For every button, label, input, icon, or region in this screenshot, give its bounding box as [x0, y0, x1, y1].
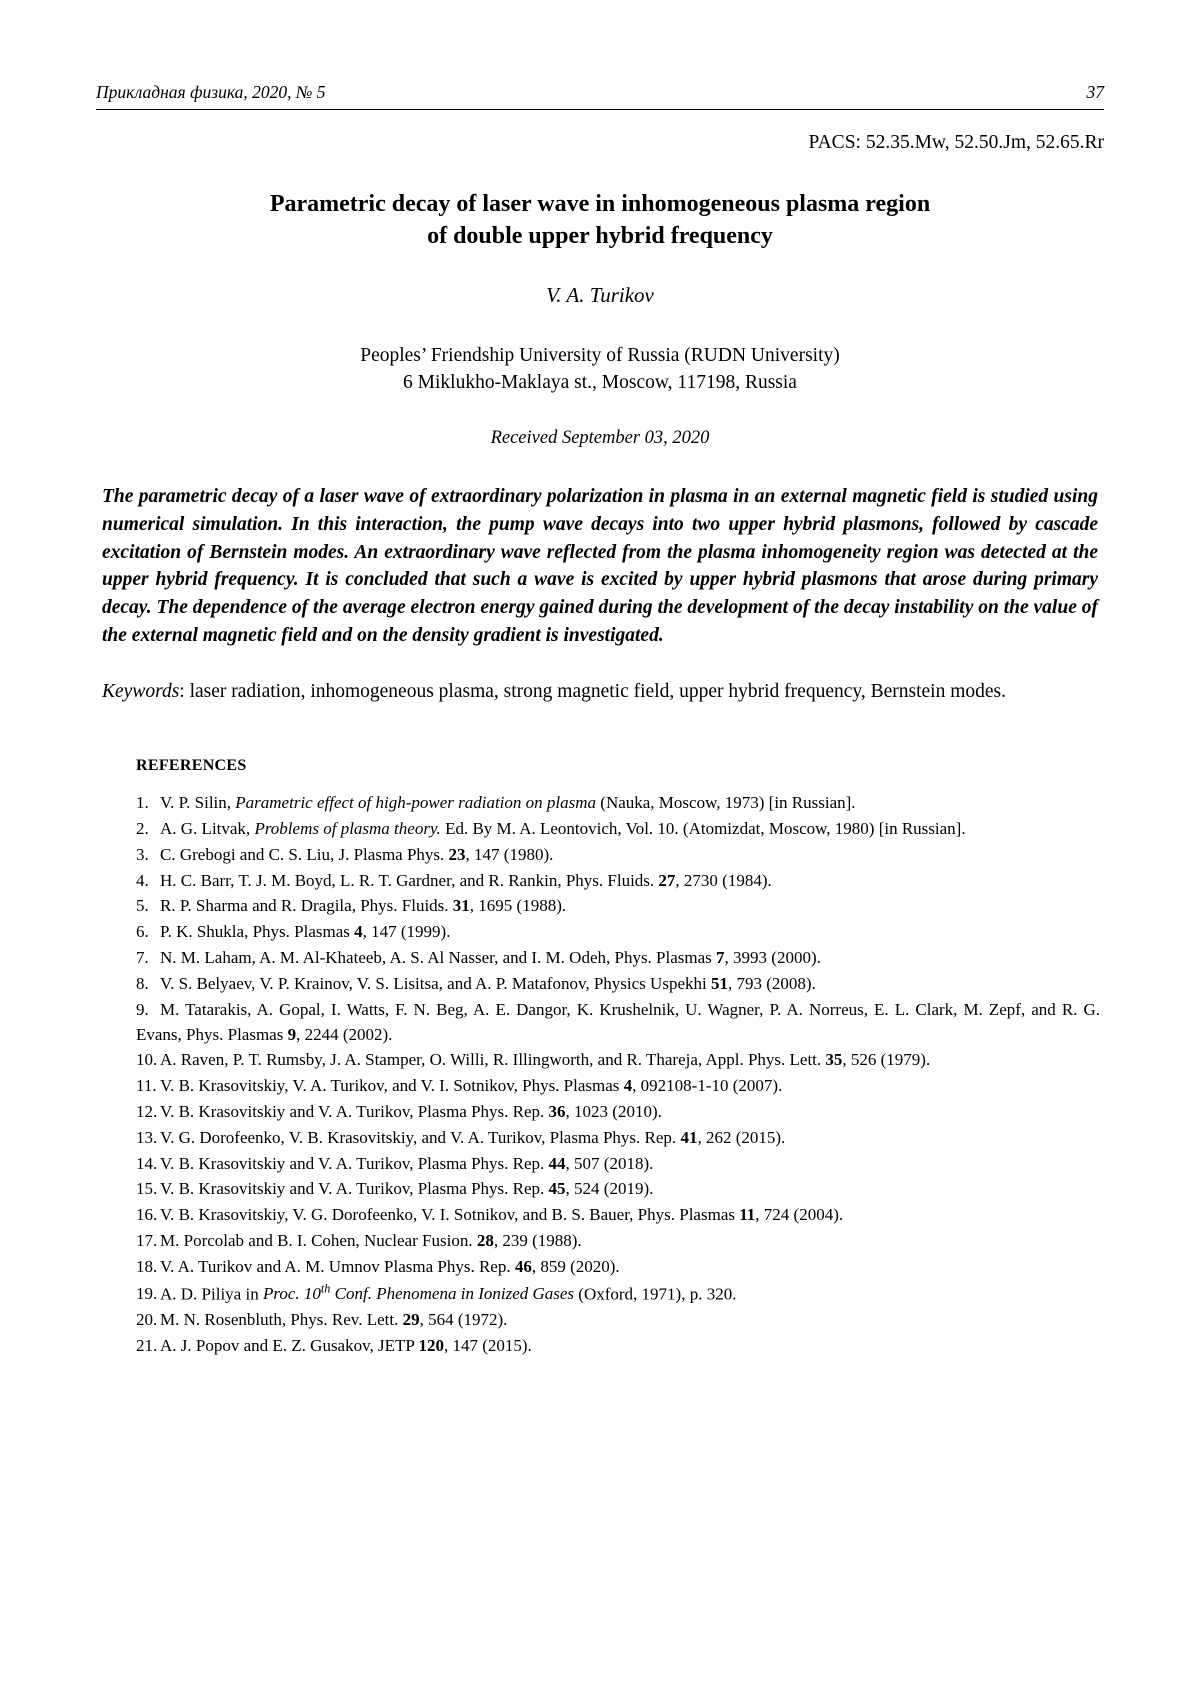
reference-text: A. D. Piliya in Proc. 10th Conf. Phenomena in Ionized Gases (Oxford, 1971), p. 320.: [160, 1281, 737, 1304]
reference-item: [136, 843, 1100, 868]
reference-item: [136, 998, 1100, 1048]
affiliation-address: 6 Miklukho-Maklaya st., Moscow, 117198, Russia: [403, 372, 797, 394]
received-date: Received September 03, 2020: [490, 428, 710, 449]
pacs-codes: PACS: 52.35.Mw, 52.50.Jm, 52.65.Rr: [808, 132, 1104, 153]
abstract: The parametric decay of a laser wave of extraordinary polarization in plasma in an external magnetic field is studied using numerical simulation. In this interaction, the pump wave decays into two upper hybrid plasmons, followed by cascade excitation of Bernstein modes. An extraordinary wave reflected from the plasma inhomogeneity region was detected at the upper hybrid frequency. It is concluded that such a wave is excited by upper hybrid plasmons that arose during primary decay. The dependence of the average electron energy gained during the development of the decay instability on the value of the external magnetic field and on the density gradient is investigated.: [102, 486, 1098, 646]
reference-number: 11.: [136, 1076, 157, 1096]
running-head: [96, 82, 1104, 103]
reference-number: 10.: [136, 1050, 158, 1070]
reference-item: [136, 946, 1100, 971]
keywords: [102, 678, 1098, 706]
reference-text: M. Tatarakis, A. Gopal, I. Watts, F. N. Beg, A. E. Dangor, K. Krushelnik, U. Wagner, P. A. Norreus, E. L. Clark, M. Zepf, and R. G. Evans, Phys. Plasmas 9, 2244 (2002).: [136, 999, 1100, 1044]
references-list: [136, 791, 1100, 1359]
reference-item: [136, 1177, 1100, 1202]
reference-number: 5.: [136, 896, 149, 916]
reference-number: 16.: [136, 1205, 158, 1225]
reference-text: M. Porcolab and B. I. Cohen, Nuclear Fusion. 28, 239 (1988).: [160, 1231, 582, 1250]
reference-text: V. B. Krasovitskiy, V. G. Dorofeenko, V. I. Sotnikov, and B. S. Bauer, Phys. Plasmas 11, 724 (2004).: [160, 1205, 844, 1225]
reference-text: P. K. Shukla, Phys. Plasmas 4, 147 (1999).: [160, 922, 451, 942]
affiliation: [96, 342, 1104, 397]
reference-text: A. J. Popov and E. Z. Gusakov, JETP 120, 147 (2015).: [160, 1335, 532, 1355]
reference-number: 3.: [136, 844, 149, 864]
reference-item: [136, 1281, 1100, 1307]
reference-number: 4.: [136, 870, 149, 890]
header-divider: [96, 109, 1104, 110]
reference-text: R. P. Sharma and R. Dragila, Phys. Fluids. 31, 1695 (1988).: [160, 896, 567, 916]
affiliation-institution: Peoples’ Friendship University of Russia (RUDN University): [360, 344, 840, 366]
reference-item: [136, 817, 1100, 842]
reference-item: [136, 869, 1100, 894]
reference-item: [136, 1229, 1100, 1254]
reference-text: V. P. Silin, Parametric effect of high-power radiation on plasma (Nauka, Moscow, 1973) [in Russian].: [160, 793, 856, 813]
title-line-1: Parametric decay of laser wave in inhomogeneous plasma region: [269, 191, 931, 217]
reference-text: H. C. Barr, T. J. M. Boyd, L. R. T. Gardner, and R. Rankin, Phys. Fluids. 27, 2730 (1984).: [160, 870, 772, 890]
journal-name: Прикладная физика, 2020, № 5: [96, 82, 326, 102]
reference-number: 19.: [136, 1284, 158, 1304]
reference-item: [136, 1048, 1100, 1073]
reference-item: [136, 1152, 1100, 1177]
page-number: 37: [1086, 82, 1104, 102]
reference-text: M. N. Rosenbluth, Phys. Rev. Lett. 29, 564 (1972).: [160, 1310, 508, 1330]
reference-number: 8.: [136, 973, 149, 993]
reference-item: [136, 1074, 1100, 1099]
reference-text: C. Grebogi and C. S. Liu, J. Plasma Phys. 23, 147 (1980).: [160, 844, 554, 864]
title-line-2: of double upper hybrid frequency: [427, 223, 773, 250]
keywords-text: : laser radiation, inhomogeneous plasma, strong magnetic field, upper hybrid frequency, Bernstein modes.: [179, 680, 1007, 702]
reference-number: 21.: [136, 1335, 158, 1355]
reference-text: A. G. Litvak, Problems of plasma theory. Ed. By M. A. Leontovich, Vol. 10. (Atomizdat, Moscow, 1980) [in Russian].: [160, 819, 966, 838]
reference-item: [136, 1100, 1100, 1125]
reference-item: [136, 1308, 1100, 1333]
reference-number: 7.: [136, 948, 149, 968]
reference-text: V. B. Krasovitskiy, V. A. Turikov, and V. I. Sotnikov, Phys. Plasmas 4, 092108-1-10 (2007).: [160, 1076, 783, 1096]
reference-number: 18.: [136, 1256, 158, 1276]
reference-text: A. Raven, P. T. Rumsby, J. A. Stamper, O. Willi, R. Illingworth, and R. Thareja, Appl. Phys. Lett. 35, 526 (1979).: [160, 1050, 931, 1070]
reference-item: [136, 1126, 1100, 1151]
reference-text: V. B. Krasovitskiy and V. A. Turikov, Plasma Phys. Rep. 44, 507 (2018).: [160, 1153, 654, 1173]
reference-text: V. G. Dorofeenko, V. B. Krasovitskiy, and V. A. Turikov, Plasma Phys. Rep. 41, 262 (2015).: [160, 1127, 786, 1147]
reference-text: V. A. Turikov and A. M. Umnov Plasma Phys. Rep. 46, 859 (2020).: [160, 1256, 620, 1276]
reference-number: 13.: [136, 1127, 158, 1147]
reference-number: 20.: [136, 1310, 158, 1330]
reference-text: V. B. Krasovitskiy and V. A. Turikov, Plasma Phys. Rep. 36, 1023 (2010).: [160, 1101, 662, 1121]
reference-item: [136, 1334, 1100, 1359]
reference-text: V. S. Belyaev, V. P. Krainov, V. S. Lisitsa, and A. P. Matafonov, Physics Uspekhi 51, 793 (2008).: [160, 973, 816, 993]
reference-number: 9.: [136, 999, 149, 1019]
reference-number: 15.: [136, 1179, 158, 1199]
reference-number: 2.: [136, 819, 149, 838]
reference-number: 6.: [136, 922, 149, 942]
reference-item: [136, 1255, 1100, 1280]
reference-number: 17.: [136, 1231, 158, 1250]
reference-text: V. B. Krasovitskiy and V. A. Turikov, Plasma Phys. Rep. 45, 524 (2019).: [160, 1179, 654, 1199]
author-name: V. A. Turikov: [546, 282, 654, 307]
keywords-label: Keywords: [102, 680, 180, 702]
reference-text: N. M. Laham, A. M. Al-Khateeb, A. S. Al Nasser, and I. M. Odeh, Phys. Plasmas 7, 3993 (2000).: [160, 948, 821, 968]
reference-item: [136, 920, 1100, 945]
references-heading: REFERENCES: [136, 757, 247, 775]
reference-item: [136, 972, 1100, 997]
reference-item: [136, 894, 1100, 919]
reference-number: 14.: [136, 1153, 158, 1173]
reference-number: 1.: [136, 793, 149, 813]
reference-number: 12.: [136, 1101, 158, 1121]
reference-item: [136, 1203, 1100, 1228]
reference-item: [136, 791, 1100, 816]
page-title: [126, 188, 1074, 253]
